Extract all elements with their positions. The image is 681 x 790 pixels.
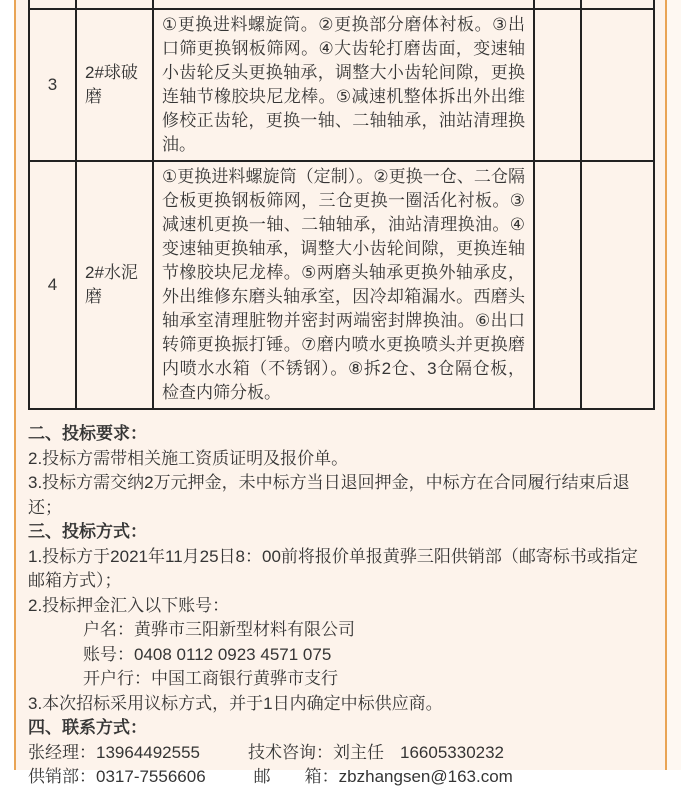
equipment-name-cell: 2#球破磨 [76, 9, 153, 161]
row-number-cell: 4 [29, 161, 76, 409]
right-page-margin [667, 0, 681, 770]
empty-cell [581, 161, 654, 409]
empty-cell [534, 9, 581, 161]
account-number-label: 账号： [83, 644, 134, 664]
tech-consult-label: 技术咨询： [248, 742, 334, 762]
document-content [16, 0, 665, 786]
method-item: 1.投标方于2021年11月25日8：00前将报价单报黄骅三阳供销部（邮寄标书或指定邮箱方式）； [28, 546, 638, 590]
left-page-margin [0, 0, 14, 770]
email-value: zbzhangsen@163.com [338, 767, 513, 786]
email-label: 邮 箱： [253, 767, 339, 786]
clipped-cell [153, 0, 534, 9]
account-holder-label: 户名： [83, 620, 134, 639]
tech-consult-name: 刘主任 [333, 742, 385, 762]
clipped-cell [534, 0, 581, 9]
dept-phone: 0317-7556606 [96, 767, 206, 786]
account-bank-line [28, 667, 651, 692]
section-heading-requirements: 二、投标要求： [28, 424, 147, 443]
table-row-clipped [29, 0, 654, 9]
table-row [29, 9, 654, 161]
section-heading-method: 三、投标方式： [28, 522, 147, 541]
account-bank-value: 中国工商银行黄骅市支行 [151, 669, 338, 688]
requirement-item: 2.投标方需带相关施工资质证明及报价单。 [28, 448, 349, 468]
body-text [28, 422, 651, 790]
account-holder-value: 黄骅市三阳新型材料有限公司 [134, 620, 355, 639]
account-number-value: 0408 0112 0923 4571 075 [134, 644, 332, 664]
clipped-cell [76, 0, 153, 9]
row-number-cell: 3 [29, 9, 76, 161]
maintenance-spec-table [28, 0, 655, 410]
section-heading-contact: 四、联系方式： [28, 718, 147, 737]
account-holder-line [28, 618, 651, 643]
clipped-cell [581, 0, 654, 9]
method-item: 2.投标押金汇入以下账号： [28, 595, 230, 615]
dept-label: 供销部： [28, 767, 96, 786]
equipment-name-cell: 2#水泥磨 [76, 161, 153, 409]
table-row [29, 161, 654, 409]
manager-label: 张经理： [28, 742, 96, 762]
clipped-cell [29, 0, 76, 9]
tech-consult-phone: 16605330232 [400, 742, 505, 762]
method-item: 3.本次招标采用议标方式，并于1日内确定中标供应商。 [28, 693, 443, 713]
empty-cell [534, 161, 581, 409]
manager-phone: 13964492555 [96, 742, 201, 762]
work-description-cell: ①更换进料螺旋筒（定制）。②更换一仓、二仓隔仓板更换钢板筛网，三仓更换一圈活化衬板。③减速机更换一轴、二轴轴承，油站清理换油。④变速轴更换轴承，调整大小齿轮间隙，更换连轴节橡胶块尼龙棒。⑤两磨头轴承更换外轴承皮，外出维修东磨头轴承室，因冷却箱漏水。西磨头轴承室清理脏物并密封两端密封牌换油。⑥出口转筛更换振打锤。⑦磨内喷水更换喷头并更换磨内喷水水箱（不锈钢）。⑧拆2仓、3仓隔仓板，检查内筛分板。 [153, 161, 534, 409]
contact-line-dept [28, 765, 651, 790]
empty-cell [581, 9, 654, 161]
contact-line-manager [28, 741, 651, 766]
account-number-line [28, 643, 651, 668]
requirement-item: 3.投标方需交纳2万元押金，未中标方当日退回押金，中标方在合同履行结束后退还； [28, 473, 630, 517]
work-description-cell: ①更换进料螺旋筒。②更换部分磨体衬板。③出口筛更换钢板筛网。④大齿轮打磨齿面，变速轴小齿轮反头更换轴承，调整大小齿轮间隙，更换连轴节橡胶块尼龙棒。⑤减速机整体拆出外出维修校正齿轮，更换一轴、二轴轴承，油站清理换油。 [153, 9, 534, 161]
account-bank-label: 开户行： [83, 669, 151, 688]
